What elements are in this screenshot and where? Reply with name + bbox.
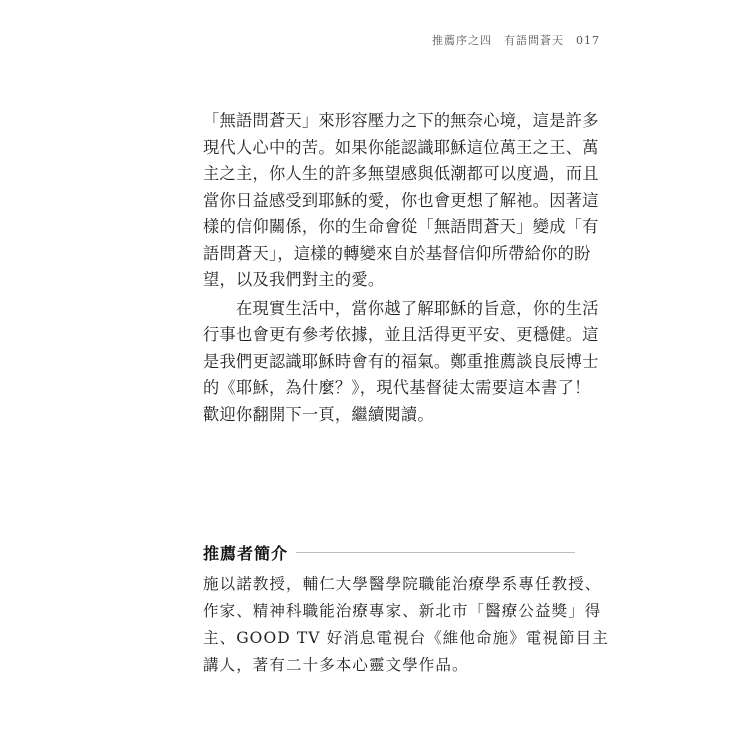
text-line: 主之主，你人生的許多無望感與低潮都可以度過，而且 [203,164,599,183]
text-line: 的《耶穌，為什麼？》，現代基督徒太需要這本書了！ [203,378,591,397]
bio-line: 作家、精神科職能治療專家、新北市「醫療公益獎」得 [203,602,602,620]
text-line: 歡迎你翻開下一頁，繼續閱讀。 [203,404,434,424]
bio-line: 施以諾教授，輔仁大學醫學院職能治療學系專任教授、 [203,575,602,593]
running-header [432,32,600,48]
text-line: 「無語問蒼天」來形容壓力之下的無奈心境，這是許多 [203,111,599,130]
text-line: 在現實生活中，當你越了解耶穌的旨意，你的生活 [203,298,599,318]
text-line: 樣的信仰關係，你的生命會從「無語問蒼天」變成「有 [203,217,599,236]
text-line: 是我們更認識耶穌時會有的福氣。鄭重推薦談良辰博士 [203,351,599,371]
bio-line: 主、GOOD TV 好消息電視台《維他命施》電視節目主 [203,629,609,647]
text-line: 望，以及我們對主的愛。 [203,270,385,289]
text-line: 行事也會更有參考依據，並且活得更平安、更穩健。這 [203,325,599,344]
page-number: 017 [576,34,600,47]
text-line: 語問蒼天」，這樣的轉變來自於基督信仰所帶給你的盼 [203,243,591,263]
heading-divider [296,552,575,553]
text-line: 現代人心中的苦。如果你能認識耶穌這位萬王之王、萬 [203,137,599,157]
bio-heading: 推薦者簡介 [203,543,289,563]
author-bio-section [203,541,609,679]
bio-body [203,571,609,679]
text-line: 當你日益感受到耶穌的愛，你也會更想了解祂。因著這 [203,190,599,210]
bio-line: 講人，著有二十多本心靈文學作品。 [203,656,469,674]
main-text [203,108,599,428]
paragraph-2 [203,296,599,429]
bio-heading-row [203,541,575,563]
running-header-title: 推薦序之四 有語問蒼天 [432,34,564,47]
paragraph-1 [203,108,599,294]
